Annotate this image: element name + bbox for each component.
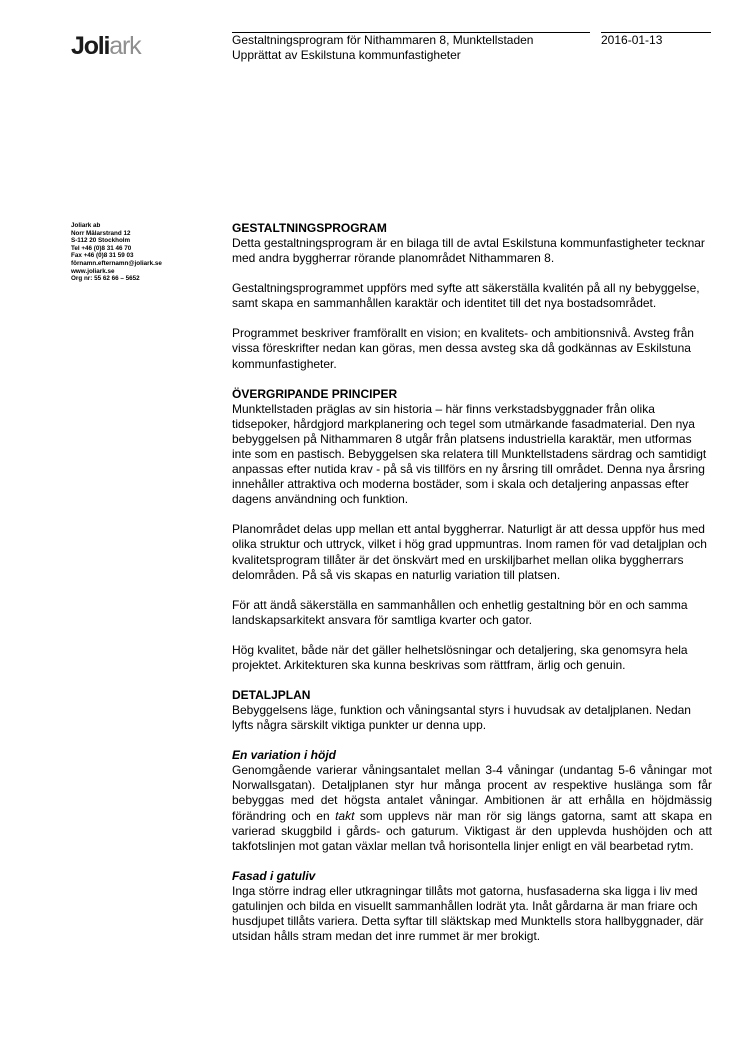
company-address — [71, 222, 162, 283]
address-line: Org nr: 55 62 66 – 5652 — [71, 275, 140, 283]
paragraph: Programmet beskriver framförallt en vision; en kvalitets- och ambitionsnivå. Avsteg från vissa föreskrifter nedan kan göras, men dessa avsteg ska då godkännas av Eskilstuna kommunfastigheter. — [232, 326, 694, 371]
section-heading: DETALJPLAN — [232, 688, 311, 703]
address-line: Norr Mälarstrand 12 — [71, 229, 131, 237]
address-line: S-112 20 Stockholm — [71, 237, 131, 245]
header-date: 2016-01-13 — [601, 33, 663, 47]
paragraph: Planområdet delas upp mellan ett antal byggherrar. Naturligt är att dessa uppför hus med olika struktur och uttryck, vilket i hög grad uppmuntras. Inom ramen för vad detaljplan och kvalitetsprogram tillåter är det önskvärt med en urskiljbarhet mellan olika byggherrars delområden. På så vis skapas en naturlig variation till platsen. — [232, 522, 707, 582]
subsection-heading: En variation i höjd — [232, 748, 337, 763]
paragraph: Munktellstaden präglas av sin historia – här finns verkstadsbyggnader från olika tidsepoker, hårdgjord markplanering och tegel som utmärkande fasadmaterial. Den nya bebyggelsen på Nithammaren 8 utgår från platsens industriella karaktär, men utformas inte som en pastisch. Bebyggelsen ska relatera till Munktellstadens särdrag och samtidigt anpassas efter nutida krav - på så vis tillförs en ny årsring till området. Denna nya årsring innehåller attraktiva och moderna bostäder, som i skala och detaljering anpassas efter dagens användning och funktion. — [232, 401, 707, 507]
paragraph: Bebyggelsens läge, funktion och våningsantal styrs i huvudsak av detaljplanen. Nedan lyfts några särskilt viktiga punkter ur denna upp. — [232, 703, 691, 733]
address-line: förnamn.efternamn@joliark.se — [71, 259, 162, 267]
logo: Joliark — [71, 32, 141, 60]
section-heading: GESTALTNINGSPROGRAM — [232, 221, 387, 235]
paragraph: Genomgående varierar våningsantalet mellan 3-4 våningar (undantag 5-6 våningar mot Norwallsgatan). Detaljplanen styr hur många procent av respektive huslänga som får bebyggas med det högsta antalet våningar. Ambitionen är att erhålla en höjdmässig förändring och en takt som upplevs när man rör sig längs gatorna, samt att skapa en varierad skuggbild i gårds- och gaturum. Viktigast är den upplevda hushöjden och att takfotslinjen mot gatan växlar mellan två horisontella linjer enligt en väl bearbetad rytm. — [232, 763, 713, 853]
section-heading: ÖVERGRIPANDE PRINCIPER — [232, 386, 398, 401]
address-line: Tel +46 (0)8 31 46 70 — [71, 244, 132, 252]
document-body — [232, 221, 712, 959]
header-title: Gestaltningsprogram för Nithammaren 8, Munktellstaden — [232, 33, 534, 47]
subsection-heading: Fasad i gatuliv — [232, 868, 316, 883]
address-line: www.joliark.se — [71, 267, 115, 275]
paragraph: Detta gestaltningsprogram är en bilaga till de avtal Eskilstuna kommunfastigheter tecknar med andra byggherrar rörande planområdet Nithammaren 8. — [232, 236, 705, 266]
paragraph: För att ändå säkerställa en sammanhållen och enhetlig gestaltning bör en och samma landskapsarkitekt ansvara för samtliga kvarter och gator. — [232, 597, 688, 627]
paragraph: Inga större indrag eller utkragningar tillåts mot gatorna, husfasaderna ska ligga i liv med gatulinjen och bilda en visuellt sammanhållen lodrät yta. Inåt gårdarna är man friare och husdjupet tillåts variera. Detta syftar till släktskap med Munktells stora hallbyggnader, där utsidan hålls stram medan det inre rummet är mer brokigt. — [232, 883, 704, 944]
paragraph: Gestaltningsprogrammet uppförs med syfte att säkerställa kvalitén på all ny bebyggelse, samt skapa en sammanhållen karaktär och identitet till det nya bostadsområdet. — [232, 281, 700, 311]
address-line: Joliark ab — [71, 222, 101, 229]
paragraph: Hög kvalitet, både när det gäller helhetslösningar och detaljering, ska genomsyra hela projektet. Arkitekturen ska kunna beskrivas som rättfram, ärlig och genuin. — [232, 642, 688, 672]
header-subtitle: Upprättat av Eskilstuna kommunfastigheter — [232, 48, 461, 62]
address-line: Fax +46 (0)8 31 59 03 — [71, 252, 134, 260]
